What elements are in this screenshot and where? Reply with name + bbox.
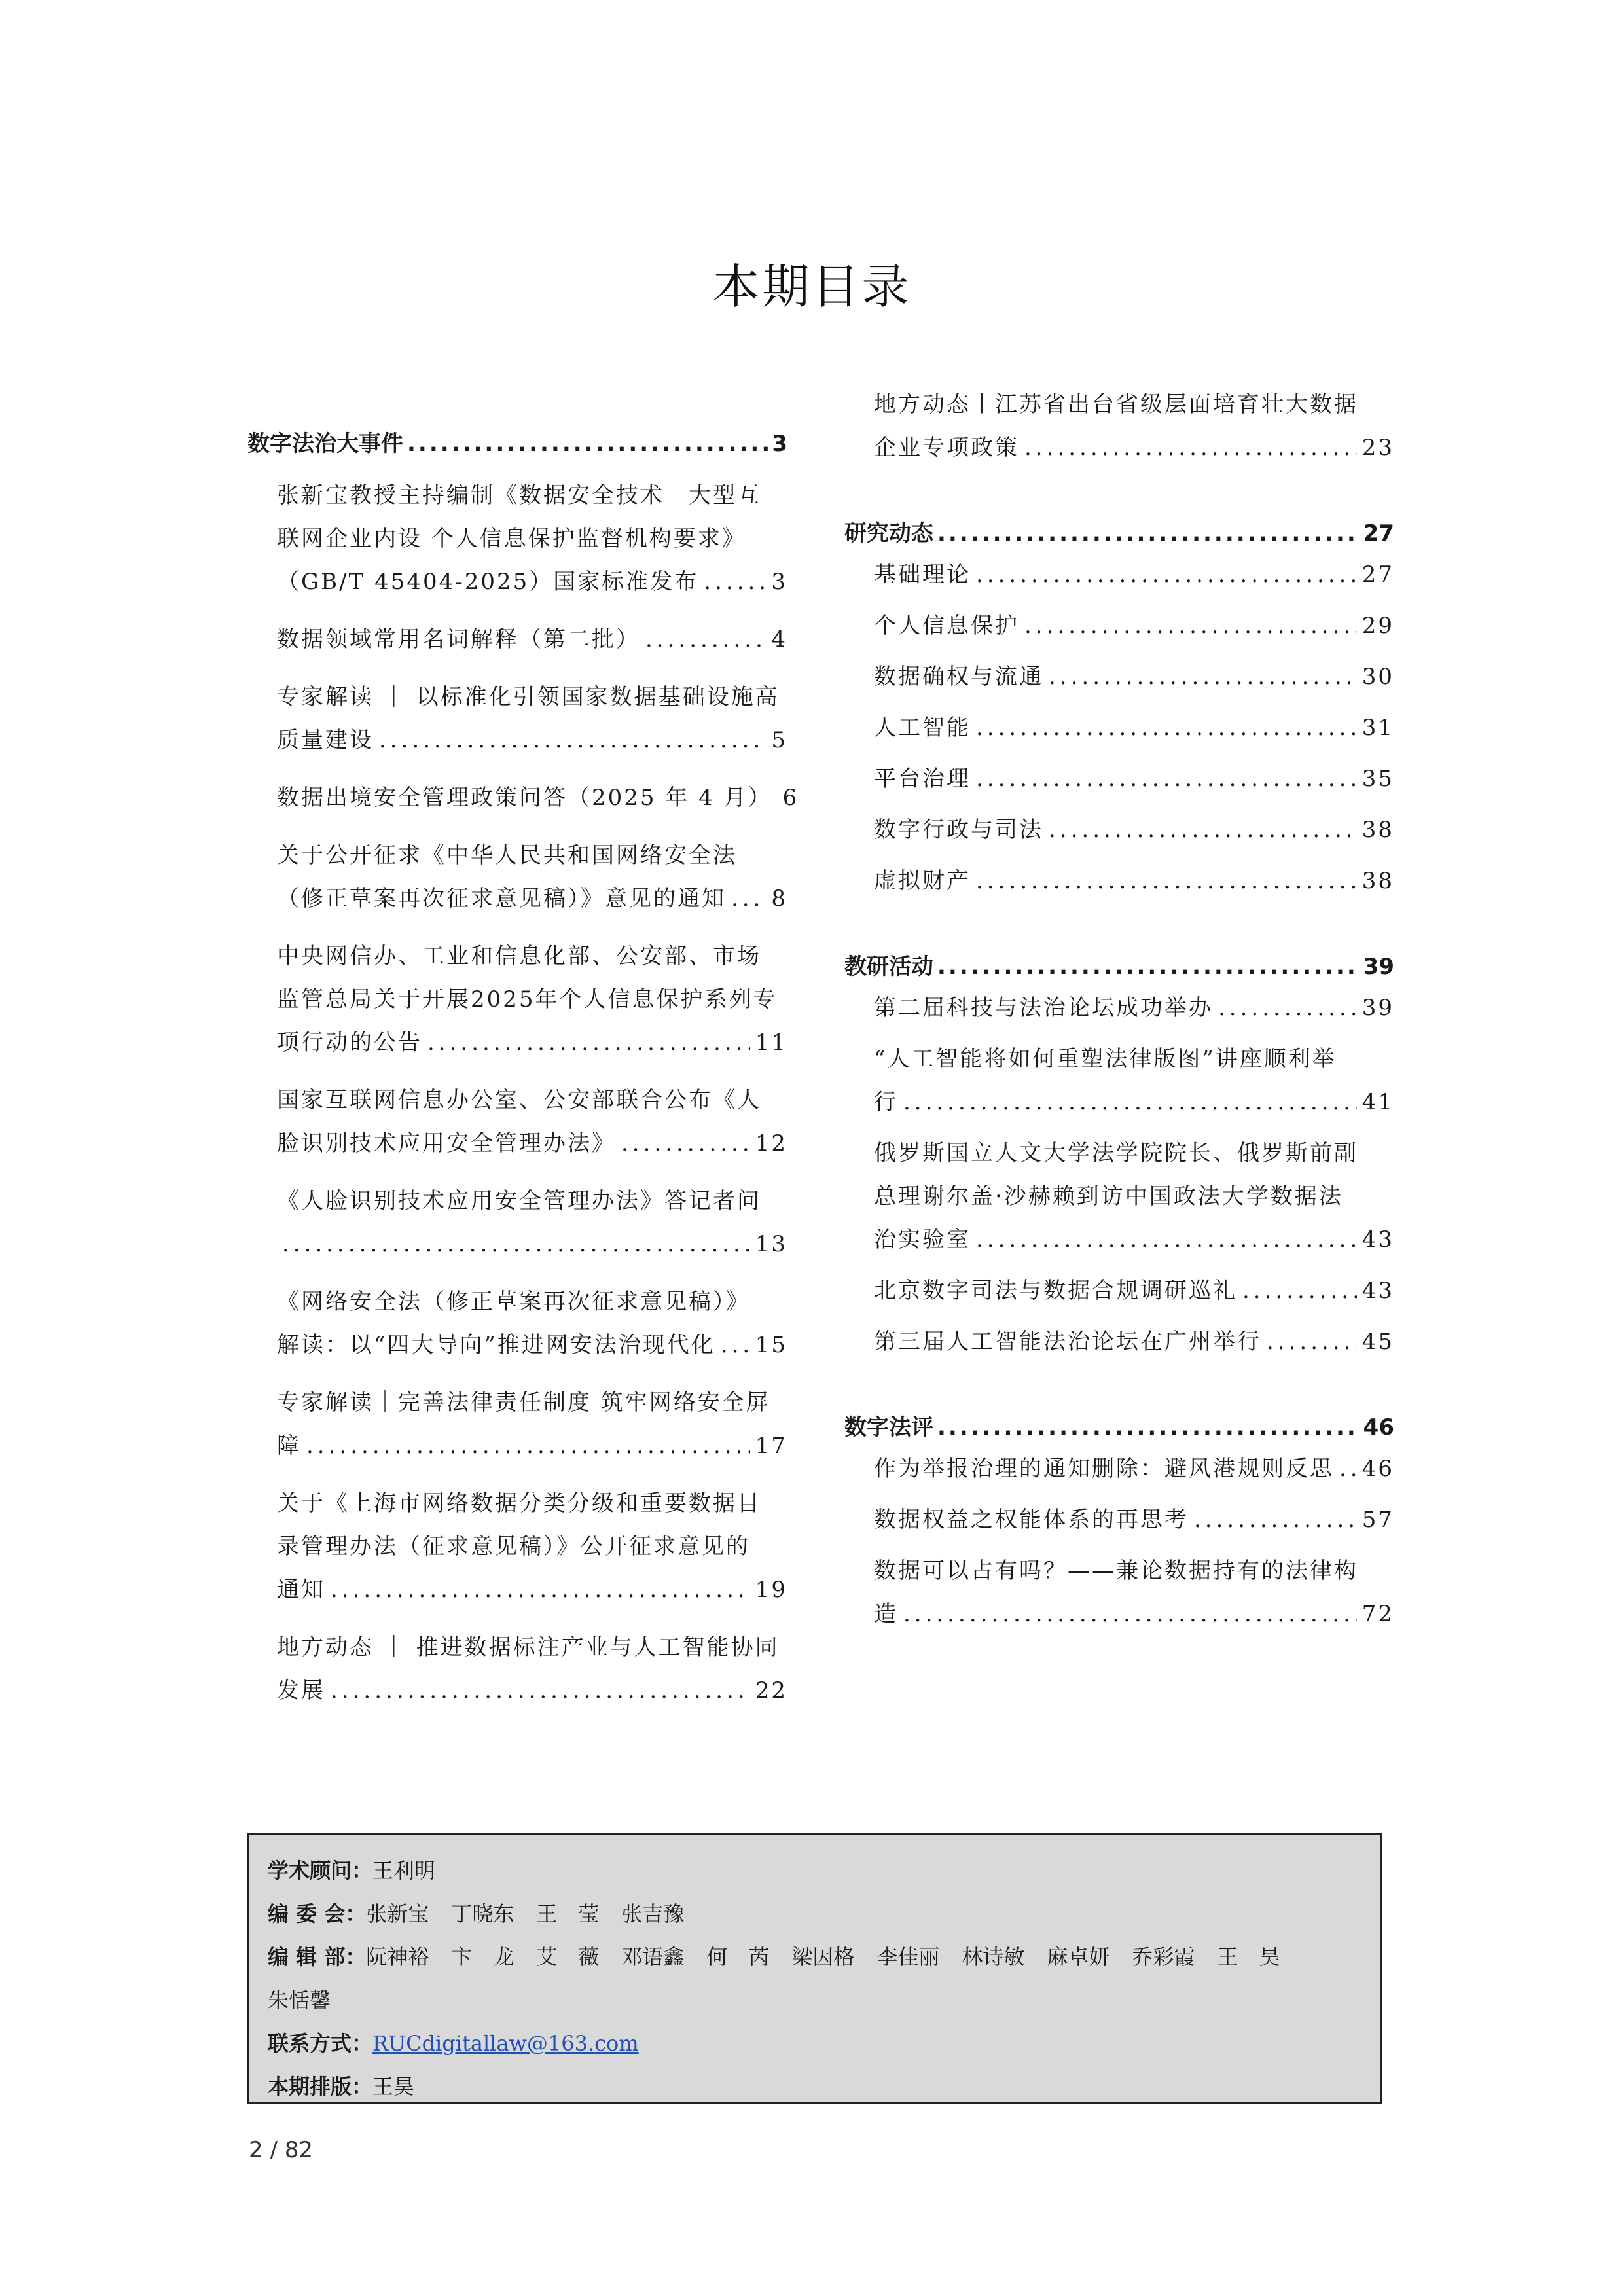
dot-leader [1024,604,1357,647]
toc-entry[interactable] [874,1320,1394,1363]
dot-leader [937,952,1360,981]
entry-title-line: 治实验室 [874,1227,971,1253]
toc-entry[interactable] [277,1079,787,1165]
entry-last-line [874,426,1394,469]
entry-title-line: 数据权益之权能体系的再思考 [874,1507,1189,1533]
entry-title-line: 平台治理 [874,766,971,792]
entry-page-number: 45 [1362,1329,1394,1355]
toc-entry[interactable] [874,706,1394,749]
entry-title-line: 联网企业内设 个人信息保护监督机构要求》 [277,526,746,552]
section-title: 教研活动 [844,954,933,980]
entry-last-line [277,1568,787,1611]
entry-title-line: 监管总局关于开展2025年个人信息保护系列专 [277,986,778,1013]
entry-title-line: 造 [874,1601,898,1627]
entry-title-line: 质量建设 [277,727,374,753]
entry-last-line [874,1498,1394,1541]
entry-page-number: 35 [1362,766,1394,792]
entry-page-number: 3 [771,569,787,595]
toc-entry[interactable] [277,776,799,819]
entry-title-line: 北京数字司法与数据合规调研巡礼 [874,1278,1237,1304]
toc-entry[interactable] [277,834,787,920]
entry-page-number: 8 [771,886,787,912]
dot-leader [721,1323,750,1367]
contact-email-link[interactable]: RUCdigitallaw@163.com [372,2031,639,2056]
toc-entry[interactable] [874,1498,1394,1541]
committee-row [268,1892,1362,1935]
entry-last-line [874,604,1394,647]
toc-entry[interactable] [277,1626,787,1712]
section-page-number: 39 [1363,954,1394,980]
entry-last-line [277,1122,787,1165]
entry-title-line: 《人脸识别技术应用安全管理办法》答记者问 [277,1188,761,1214]
entry-title-line: 虚拟财产 [874,868,971,894]
dot-leader [331,1669,750,1712]
entry-last-line [874,808,1394,852]
entry-title-line: 个人信息保护 [874,613,1019,639]
entry-title-line: “人工智能将如何重塑法律版图”讲座顺利举 [874,1046,1337,1072]
toc-entry[interactable] [874,986,1394,1030]
entry-last-line [874,1320,1394,1363]
editorial-names: 阮神裕 卞 龙 艾 薇 邓语鑫 何 芮 梁因格 李佳丽 林诗敏 麻卓妍 乔彩霞 王 昊 [366,1945,1280,1969]
entry-page-number: 39 [1362,995,1394,1021]
advisor-row [268,1849,1362,1892]
toc-section-heading[interactable] [247,419,787,458]
toc-entry[interactable] [874,553,1394,596]
editorial-info-box [247,1833,1382,2104]
entry-title-line: 企业专项政策 [874,435,1019,461]
dot-leader [976,706,1357,749]
entry-title-line: 第二届科技与法治论坛成功举办 [874,995,1213,1021]
entry-page-number: 22 [755,1677,787,1704]
dot-leader [645,618,766,661]
entry-last-line [277,719,787,762]
toc-left-column [247,419,799,1727]
dot-leader [306,1424,750,1467]
dot-leader [1267,1320,1357,1363]
entry-title-line: 总理谢尔盖·沙赫赖到访中国政法大学数据法 [874,1183,1343,1210]
entry-title-line: 基础理论 [874,562,971,588]
dot-leader [704,560,766,603]
entry-last-line [874,1447,1394,1490]
entry-title-line: 通知 [277,1577,325,1603]
dot-leader [903,1592,1357,1636]
entry-title-line: 地方动态丨江苏省出台省级层面培育壮大数据 [874,391,1358,418]
entry-last-line [874,757,1394,800]
entry-title-line: 数据出境安全管理政策问答（2025 年 4 月） [277,785,772,811]
dot-leader [731,877,766,920]
entry-page-number: 43 [1362,1227,1394,1253]
entry-title-line: 专家解读｜完善法律责任制度 筑牢网络安全屏 [277,1390,770,1416]
contact-row [268,2022,1362,2065]
toc-entry[interactable] [277,474,787,603]
entry-last-line [874,1218,1394,1261]
entry-page-number: 30 [1362,664,1394,690]
toc-entry[interactable] [874,1132,1394,1261]
entry-page-number: 29 [1362,613,1394,639]
page-number: 2 / 82 [249,2137,313,2163]
entry-title-line: 人工智能 [874,715,971,741]
dot-leader [1339,1447,1357,1490]
dot-leader [1242,1269,1357,1312]
dot-leader [282,1223,750,1266]
section-title: 数字法治大事件 [247,431,403,457]
entry-title-line: 数据可以占有吗？——兼论数据持有的法律构 [874,1558,1358,1584]
dot-leader [427,1021,750,1064]
entry-title-line: 脸识别技术应用安全管理办法》 [277,1130,616,1157]
toc-entry[interactable] [277,935,787,1064]
editorial-label: 编 辑 部： [268,1945,367,1969]
entry-page-number: 72 [1362,1601,1394,1627]
entry-title-line: （GB/T 45404-2025）国家标准发布 [277,569,699,595]
entry-title-line: 发展 [277,1677,325,1704]
toc-entry[interactable] [277,1482,787,1611]
dot-leader [1024,426,1357,469]
section-title: 研究动态 [844,520,933,547]
entry-last-line [277,1669,787,1712]
entry-title-line: 俄罗斯国立人文大学法学院院长、俄罗斯前副 [874,1140,1358,1166]
toc-entry[interactable] [874,859,1394,903]
toc-entry[interactable] [874,757,1394,800]
toc-entry[interactable] [874,604,1394,647]
dot-leader [937,1413,1360,1442]
entry-title-line: 中央网信办、工业和信息化部、公安部、市场 [277,943,761,969]
entry-page-number: 38 [1362,868,1394,894]
entry-page-number: 46 [1362,1456,1394,1482]
toc-entry[interactable] [874,655,1394,698]
toc-entry[interactable] [874,1447,1394,1490]
editorial-overflow-name: 朱恬馨 [268,1988,331,2013]
dot-leader [1194,1498,1357,1541]
layout-names: 王昊 [372,2074,415,2099]
toc-section-heading[interactable] [844,942,1394,981]
entry-title-line: 国家互联网信息办公室、公安部联合公布《人 [277,1087,761,1113]
entry-title-line: 专家解读 ｜ 以标准化引领国家数据基础设施高 [277,684,780,710]
entry-title-line: 项行动的公告 [277,1030,422,1056]
advisor-names: 王利明 [372,1858,436,1883]
dot-leader [1049,808,1357,852]
entry-page-number: 27 [1362,562,1394,588]
dot-leader [379,719,766,762]
entry-page-number: 15 [755,1332,787,1358]
section-page-number: 3 [772,431,787,457]
entry-last-line [874,859,1394,903]
dot-leader [1049,655,1357,698]
entry-page-number: 5 [771,727,787,753]
entry-last-line [277,618,787,661]
section-page-number: 46 [1363,1414,1394,1441]
editorial-row [268,1935,1362,1979]
entry-last-line [874,553,1394,596]
dot-leader [331,1568,750,1611]
entry-page-number: 41 [1362,1089,1394,1115]
entry-title-line: 录管理办法（征求意见稿）》公开征求意见的 [277,1534,750,1560]
committee-names: 张新宝 丁晓东 王 莹 张吉豫 [366,1901,685,1926]
entry-title-line: 作为举报治理的通知删除：避风港规则反思 [874,1456,1334,1482]
editorial-overflow-row [268,1979,1362,2022]
toc-entry[interactable] [277,675,787,762]
entry-page-number: 57 [1362,1507,1394,1533]
toc-entry[interactable] [874,1037,1394,1124]
entry-last-line [277,877,787,920]
entry-last-line [277,1223,787,1266]
entry-page-number: 38 [1362,817,1394,843]
committee-label: 编 委 会： [268,1901,367,1926]
entry-title-line: 关于公开征求《中华人民共和国网络安全法 [277,842,737,869]
entry-last-line [874,1592,1394,1636]
toc-entry[interactable] [874,808,1394,852]
entry-page-number: 11 [755,1030,787,1056]
entry-title-line: 《网络安全法（修正草案再次征求意见稿）》 [277,1289,750,1315]
page-title: 本期目录 [712,259,912,314]
entry-last-line [277,776,799,819]
entry-page-number: 6 [782,785,799,811]
layout-label: 本期排版： [268,2074,373,2099]
dot-leader [1218,986,1357,1030]
entry-last-line [277,1424,787,1467]
dot-leader [976,859,1357,903]
entry-title-line: 障 [277,1433,301,1459]
section-title: 数字法评 [844,1414,933,1441]
toc-entry[interactable] [277,1179,787,1266]
toc-entry[interactable] [874,383,1394,469]
toc-entry[interactable] [277,618,787,661]
advisor-label: 学术顾问： [268,1858,373,1883]
entry-title-line: 关于《上海市网络数据分类分级和重要数据目 [277,1490,761,1516]
entry-last-line [277,560,787,603]
entry-last-line [874,1269,1394,1312]
entry-page-number: 23 [1362,435,1394,461]
dot-leader [976,553,1357,596]
entry-page-number: 17 [755,1433,787,1459]
dot-leader [976,757,1357,800]
entry-page-number: 13 [755,1231,787,1257]
entry-page-number: 19 [755,1577,787,1603]
entry-last-line [874,655,1394,698]
entry-page-number: 4 [771,626,787,653]
entry-last-line [874,706,1394,749]
entry-last-line [874,1081,1394,1124]
entry-title-line: 数据确权与流通 [874,664,1043,690]
entry-title-line: 数据领域常用名词解释（第二批） [277,626,640,653]
dot-leader [407,429,768,458]
toc-section-heading[interactable] [844,1403,1394,1442]
toc-entry[interactable] [277,1280,787,1367]
toc-section-heading[interactable] [844,509,1394,548]
entry-page-number: 43 [1362,1278,1394,1304]
entry-last-line [277,1323,787,1367]
entry-last-line [277,1021,787,1064]
entry-title-line: 行 [874,1089,898,1115]
entry-last-line [874,986,1394,1030]
dot-leader [937,519,1360,548]
layout-row [268,2065,1362,2108]
entry-title-line: 张新宝教授主持编制《数据安全技术 大型互 [277,482,761,509]
entry-page-number: 31 [1362,715,1394,741]
entry-title-line: 地方动态 ｜ 推进数据标注产业与人工智能协同 [277,1634,780,1660]
dot-leader [976,1218,1357,1261]
entry-title-line: 解读：以“四大导向”推进网安法治现代化 [277,1332,715,1358]
contact-label: 联系方式： [268,2031,373,2056]
toc-entry[interactable] [874,1269,1394,1312]
dot-leader [903,1081,1357,1124]
toc-entry[interactable] [277,1381,787,1467]
section-page-number: 27 [1363,520,1394,547]
entry-title-line: 第三届人工智能法治论坛在广州举行 [874,1329,1261,1355]
entry-page-number: 12 [755,1130,787,1157]
entry-title-line: （修正草案再次征求意见稿）》意见的通知 [277,886,726,912]
dot-leader [621,1122,750,1165]
toc-right-column [844,383,1394,1643]
entry-title-line: 数字行政与司法 [874,817,1043,843]
toc-entry[interactable] [874,1549,1394,1636]
